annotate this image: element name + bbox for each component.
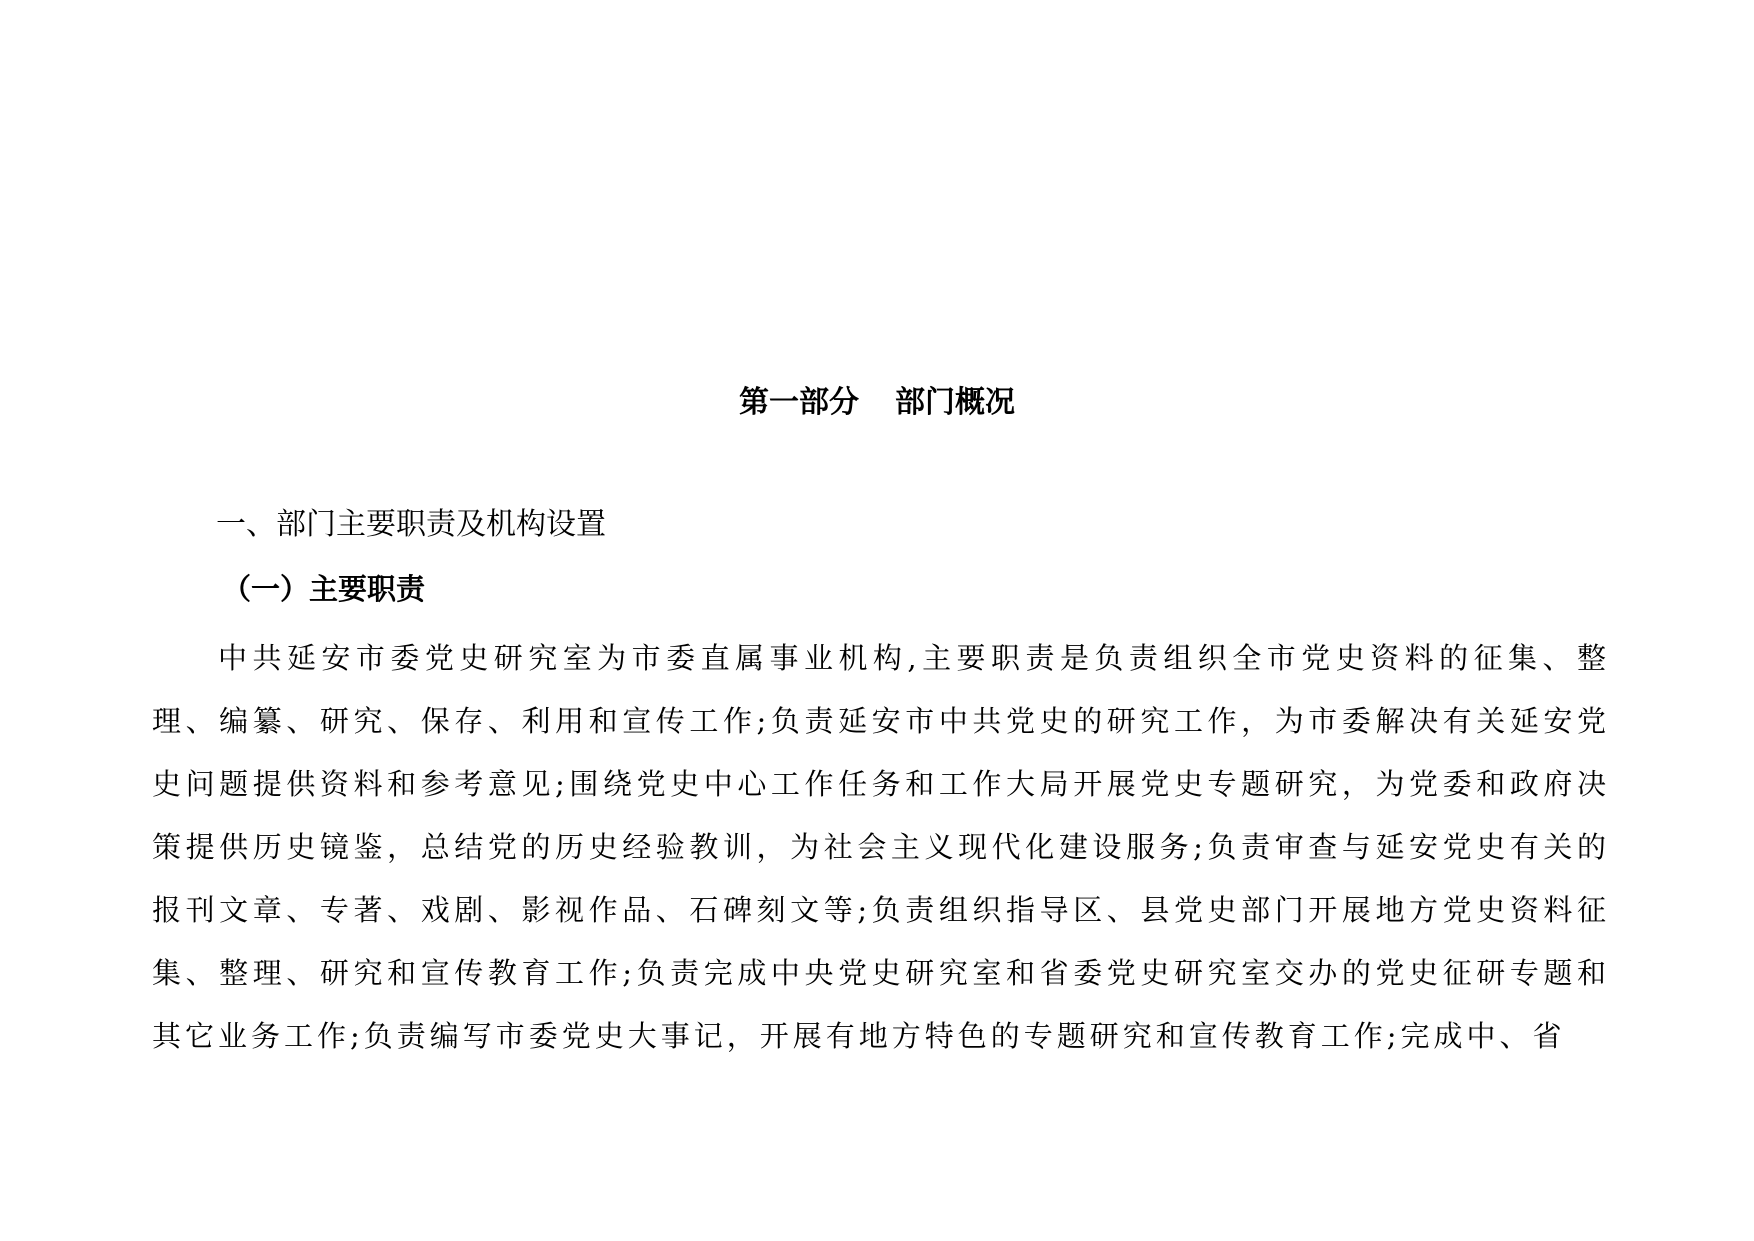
section-heading: 一、部门主要职责及机构设置 bbox=[216, 507, 606, 542]
part-title-name: 部门概况 bbox=[895, 385, 1015, 420]
responsibilities-paragraph: 中共延安市委党史研究室为市委直属事业机构,主要职责是负责组织全市党史资料的征集、整理、编纂、研究、保存、利用和宣传工作;负责延安市中共党史的研究工作，为市委解决有关延安党史问题提供资料和参考意见;围绕党史中心工作任务和工作大局开展党史专题研究，为党委和政府决策提供历史镜鉴，总结党的历史经验教训，为社会主义现代化建设服务;负责审查与延安党史有关的报刊文章、专著、戏剧、影视作品、石碑刻文等;负责组织指导区、县党史部门开展地方党史资料征集、整理、研究和宣传教育工作;负责完成中央党史研究室和省委党史研究室交办的党史征研专题和其它业务工作;负责编写市委党史大事记，开展有地方特色的专题研究和宣传教育工作;完成中、省 bbox=[152, 641, 1610, 1053]
part-title-number: 第一部分 bbox=[739, 385, 859, 420]
part-title bbox=[0, 378, 1754, 428]
sub-heading: （一）主要职责 bbox=[222, 572, 426, 606]
